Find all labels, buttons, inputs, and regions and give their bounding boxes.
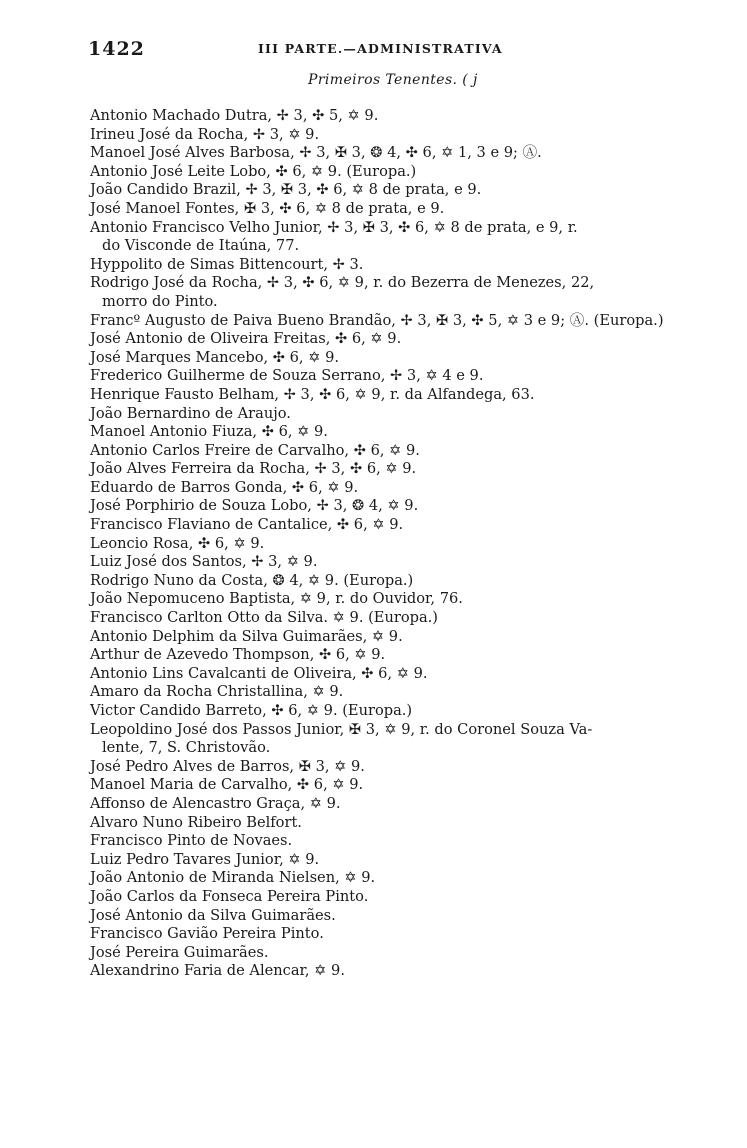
officer-entry-text: Leoncio Rosa, ✣ 6, ✡ 9.	[90, 534, 265, 552]
officer-entry-text: Francisco Gavião Pereira Pinto.	[90, 925, 324, 943]
officer-entry	[90, 460, 710, 479]
officer-entry	[90, 944, 710, 963]
officer-entry-text: Eduardo de Barros Gonda, ✣ 6, ✡ 9.	[90, 478, 359, 496]
officer-entry	[90, 814, 710, 833]
officer-entry	[90, 405, 710, 424]
officer-entry	[90, 497, 710, 516]
officer-entry	[90, 590, 710, 609]
officer-entry	[90, 628, 710, 647]
officer-entry-text: Victor Candido Barreto, ✣ 6, ✡ 9. (Europa.)	[90, 702, 413, 719]
officer-entry	[90, 888, 710, 907]
officer-entry-text: Francisco Carlton Otto da Silva. ✡ 9. (Europa.)	[90, 609, 438, 627]
officer-entry-text: Francº Augusto de Paiva Bueno Brandão, ✢ 3, ✠ 3, ✣ 5, ✡ 3 e 9; Ⓐ. (Europa.)	[90, 311, 664, 329]
officer-entry	[90, 665, 710, 684]
officer-entry-text: Manoel José Alves Barbosa, ✢ 3, ✠ 3, ❂ 4, ✣ 6, ✡ 1, 3 e 9; Ⓐ.	[90, 144, 542, 162]
officer-entry	[90, 702, 710, 721]
officer-entry-text: Henrique Fausto Belham, ✢ 3, ✣ 6, ✡ 9, r. da Alfandega, 63.	[90, 385, 535, 403]
officer-entry	[90, 851, 710, 870]
officer-entry	[90, 535, 710, 554]
officer-entry	[90, 516, 710, 535]
officer-entry	[90, 776, 710, 795]
officer-entry	[90, 256, 710, 275]
officer-entry-text: João Bernardino de Araujo.	[90, 404, 291, 422]
officer-entry	[90, 832, 710, 851]
officer-entry	[90, 163, 710, 182]
officer-entry	[90, 367, 710, 386]
officer-entry	[90, 553, 710, 572]
officer-entry	[90, 479, 710, 498]
officer-entry	[90, 200, 710, 219]
officer-entry	[90, 609, 710, 628]
officer-entry-text: José Pereira Guimarães.	[90, 943, 269, 961]
officer-entry	[90, 962, 710, 981]
officer-entry	[90, 572, 710, 591]
running-head: III PARTE.—ADMINISTRATIVA	[258, 41, 503, 56]
officer-entry-text: Alexandrino Faria de Alencar, ✡ 9.	[90, 962, 345, 980]
officer-entry	[90, 274, 710, 311]
officer-entry-text: Antonio Delphim da Silva Guimarães, ✡ 9.	[90, 627, 403, 645]
officer-entry-text: Hyppolito de Simas Bittencourt, ✢ 3.	[90, 255, 364, 273]
officer-entry-text: José Manoel Fontes, ✠ 3, ✣ 6, ✡ 8 de prata, e 9.	[90, 199, 445, 217]
officer-entry-text: Arthur de Azevedo Thompson, ✣ 6, ✡ 9.	[90, 646, 386, 664]
officer-entry-text: Manoel Maria de Carvalho, ✣ 6, ✡ 9.	[90, 776, 364, 794]
officer-entry-text: Antonio Carlos Freire de Carvalho, ✣ 6, ✡ 9.	[90, 441, 420, 459]
officer-entry-text: José Pedro Alves de Barros, ✠ 3, ✡ 9.	[90, 757, 365, 775]
officer-entry-text: Alvaro Nuno Ribeiro Belfort.	[90, 813, 302, 831]
officer-entry	[90, 312, 710, 331]
officer-entry	[90, 442, 710, 461]
officer-entry-text: João Carlos da Fonseca Pereira Pinto.	[90, 887, 369, 905]
officer-entry	[90, 795, 710, 814]
officer-entry-continuation: lente, 7, S. Christovão.	[102, 739, 271, 757]
officer-entry-text: Manoel Antonio Fiuza, ✣ 6, ✡ 9.	[90, 423, 328, 441]
officer-entry-text: Rodrigo Nuno da Costa, ❂ 4, ✡ 9. (Europa.)	[90, 571, 414, 589]
officer-entry-text: João Candido Brazil, ✢ 3, ✠ 3, ✣ 6, ✡ 8 de prata, e 9.	[90, 181, 482, 199]
officer-entry-text: Antonio Francisco Velho Junior, ✢ 3, ✠ 3, ✣ 6, ✡ 8 de prata, e 9, r.	[90, 218, 578, 236]
officer-entry-text: João Antonio de Miranda Nielsen, ✡ 9.	[90, 869, 376, 887]
officer-entry-text: Antonio José Leite Lobo, ✣ 6, ✡ 9. (Europa.)	[90, 162, 417, 180]
officer-entry-text: Affonso de Alencastro Graça, ✡ 9.	[90, 794, 341, 812]
officer-entry-text: Francisco Flaviano de Cantalice, ✣ 6, ✡ 9.	[90, 516, 404, 534]
officer-entry-text: Frederico Guilherme de Souza Serrano, ✢ 3, ✡ 4 e 9.	[90, 367, 484, 385]
officer-entry	[90, 144, 710, 163]
officer-entry-continuation: morro do Pinto.	[102, 292, 218, 310]
officer-entry-text: Antonio Machado Dutra, ✢ 3, ✣ 5, ✡ 9.	[90, 107, 379, 124]
officer-entry	[90, 330, 710, 349]
officer-entry-continuation: do Visconde de Itaúna, 77.	[102, 237, 300, 255]
officer-entry-text: Luiz Pedro Tavares Junior, ✡ 9.	[90, 850, 320, 868]
officer-entry	[90, 683, 710, 702]
officer-entry-text: João Alves Ferreira da Rocha, ✢ 3, ✣ 6, ✡ 9.	[90, 460, 417, 478]
officer-entry	[90, 349, 710, 368]
officer-entry	[90, 869, 710, 888]
officer-entry-text: José Antonio de Oliveira Freitas, ✣ 6, ✡ 9.	[90, 330, 402, 348]
officer-entry-text: Antonio Lins Cavalcanti de Oliveira, ✣ 6, ✡ 9.	[90, 664, 428, 682]
officer-entry	[90, 423, 710, 442]
officer-entry	[90, 907, 710, 926]
officer-entry	[90, 721, 710, 758]
officer-entry-text: José Porphirio de Souza Lobo, ✢ 3, ❂ 4, ✡ 9.	[90, 497, 419, 515]
officer-entry	[90, 126, 710, 145]
officer-entry	[90, 181, 710, 200]
officer-entry-text: Irineu José da Rocha, ✢ 3, ✡ 9.	[90, 125, 320, 143]
officer-entry-text: José Marques Mancebo, ✣ 6, ✡ 9.	[90, 348, 340, 366]
officer-entry	[90, 925, 710, 944]
officer-entry	[90, 646, 710, 665]
officer-entry-text: Leopoldino José dos Passos Junior, ✠ 3, ✡ 9, r. do Coronel Souza Va-	[90, 720, 593, 738]
page-number: 1422	[88, 38, 145, 60]
officer-entry-text: José Antonio da Silva Guimarães.	[90, 906, 336, 924]
officer-entry	[90, 107, 710, 126]
officer-list	[90, 107, 710, 981]
page-header	[88, 38, 700, 60]
officer-entry	[90, 386, 710, 405]
officer-entry	[90, 758, 710, 777]
officer-entry	[90, 219, 710, 256]
officer-entry-text: Amaro da Rocha Christallina, ✡ 9.	[90, 683, 344, 701]
officer-entry-text: Francisco Pinto de Novaes.	[90, 832, 293, 850]
officer-entry-text: João Nepomuceno Baptista, ✡ 9, r. do Ouvidor, 76.	[90, 590, 463, 608]
officer-entry-text: Luiz José dos Santos, ✢ 3, ✡ 9.	[90, 553, 318, 571]
officer-entry-text: Rodrigo José da Rocha, ✢ 3, ✣ 6, ✡ 9, r. do Bezerra de Menezes, 22,	[90, 274, 595, 292]
section-subheading: Primeiros Tenentes. ( j	[308, 72, 478, 88]
